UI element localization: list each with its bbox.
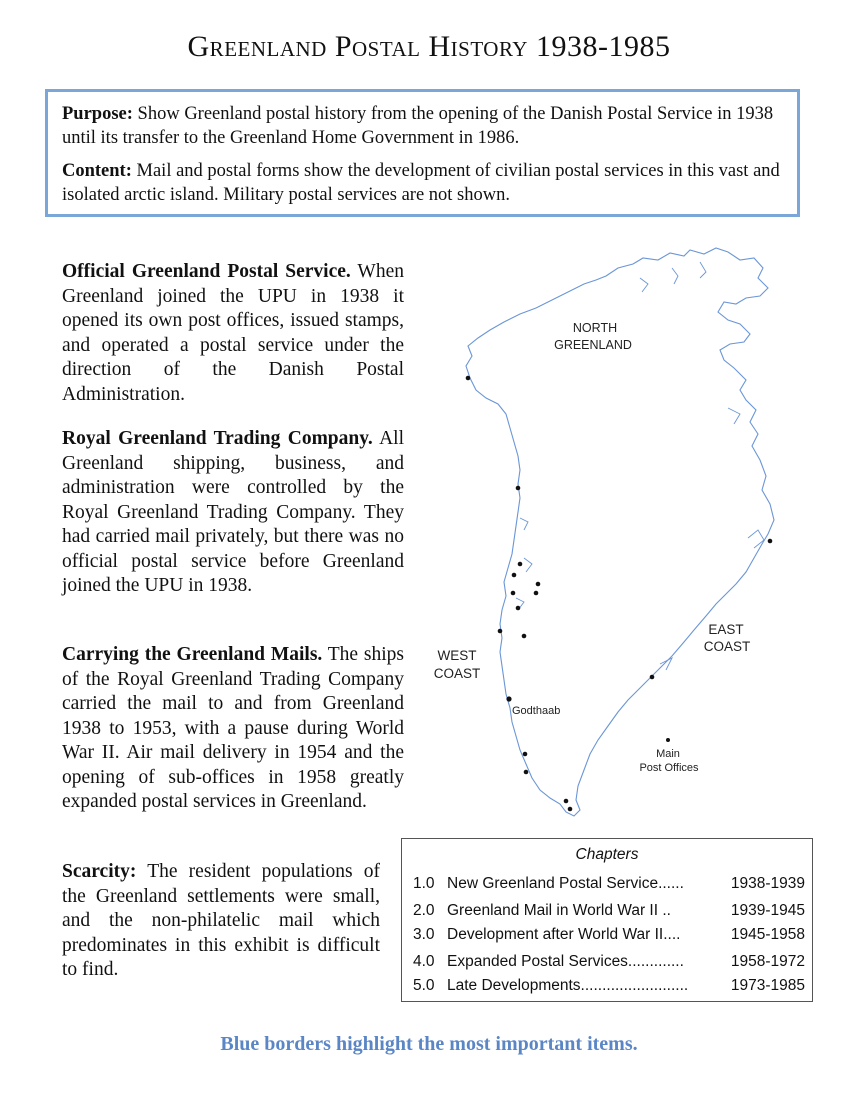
legend-label: Main <box>656 748 680 760</box>
chapter-years: 1973-1985 <box>730 977 805 994</box>
section-royal-trading-company <box>62 427 404 599</box>
post-office-marker <box>564 799 569 804</box>
post-office-marker <box>650 675 655 680</box>
post-office-marker <box>511 591 516 596</box>
content-label: Content: <box>62 161 132 181</box>
chapter-years: 1938-1939 <box>730 875 805 892</box>
west-coast-label: COAST <box>433 666 481 681</box>
chapter-row <box>413 902 805 920</box>
chapter-row <box>413 977 805 995</box>
section-heading: Official Greenland Postal Service. <box>62 261 351 282</box>
post-office-marker <box>536 582 541 587</box>
chapter-row <box>413 875 805 893</box>
purpose-text: Show Greenland postal history from the opening of the Danish Postal Service in 1938 until its transfer to the Greenland Home Government in 1986. <box>62 104 774 148</box>
chapter-years: 1958-1972 <box>730 953 805 970</box>
content-text: Mail and postal forms show the development of civilian postal services in this vast and isolated arctic island. Military postal services are not shown. <box>62 161 780 205</box>
chapter-name: Development after World War II.... <box>447 926 681 943</box>
chapter-name: New Greenland Postal Service...... <box>447 875 684 892</box>
godthaab-label: Godthaab <box>512 705 561 717</box>
section-scarcity <box>62 860 380 983</box>
section-text: The resident populations of the Greenland settlements were small, and the non-philatelic mail which predominates in this exhibit is difficult to find. <box>62 861 380 980</box>
legend-marker <box>666 738 670 742</box>
chapter-number: 2.0 <box>413 902 435 919</box>
section-text: When Greenland joined the UPU in 1938 it opened its own post offices, issued stamps, and operated a postal service under the direction of the Danish Postal Administration. <box>62 261 404 405</box>
east-coast-label: COAST <box>703 639 751 654</box>
chapter-name: Late Developments......................... <box>447 977 689 994</box>
section-heading: Royal Greenland Trading Company. <box>62 428 373 449</box>
post-office-marker <box>534 591 539 596</box>
purpose-label: Purpose: <box>62 104 133 124</box>
post-office-marker <box>523 752 528 757</box>
chapters-box <box>401 838 813 1002</box>
chapter-number: 5.0 <box>413 977 435 994</box>
section-carrying-mails <box>62 643 404 815</box>
post-office-marker <box>498 629 503 634</box>
chapter-row <box>413 926 805 944</box>
chapter-name: Greenland Mail in World War II .. <box>447 902 671 919</box>
section-heading: Scarcity: <box>62 861 137 882</box>
post-office-marker <box>522 634 527 639</box>
greenland-coast-detail <box>516 262 764 670</box>
section-text: The ships of the Royal Greenland Trading Company carried the mail to and from Greenland 1938 to 1953, with a pause during World War II. Air mail delivery in 1954 and the opening of sub-offices in 1958 greatly expanded postal services in Greenland. <box>62 644 404 812</box>
section-text: All Greenland shipping, business, and administration were controlled by the Royal Greenland Trading Company. They had carried mail privately, but there was no official postal service before Greenland joined the UPU in 1938. <box>62 428 404 596</box>
post-office-marker <box>516 486 521 491</box>
chapter-name: Expanded Postal Services............. <box>447 953 684 970</box>
greenland-outline <box>466 248 774 816</box>
chapters-title: Chapters <box>575 846 639 863</box>
greenland-map <box>428 238 808 823</box>
west-coast-label: WEST <box>437 648 477 663</box>
purpose-paragraph <box>62 102 782 150</box>
post-office-marker <box>518 562 523 567</box>
content-paragraph <box>62 159 782 207</box>
north-greenland-label: NORTH <box>572 321 618 335</box>
chapter-row <box>413 953 805 971</box>
legend-label: Post Offices <box>639 762 699 774</box>
chapter-years: 1945-1958 <box>730 926 805 943</box>
godthaab-marker <box>506 696 511 701</box>
chapter-number: 3.0 <box>413 926 435 943</box>
chapter-years: 1939-1945 <box>730 902 805 919</box>
post-office-marker <box>524 770 529 775</box>
section-official-postal-service <box>62 260 404 407</box>
post-office-marker <box>568 807 573 812</box>
post-office-marker <box>512 573 517 578</box>
east-coast-label: EAST <box>708 622 744 637</box>
post-office-marker <box>516 606 521 611</box>
post-office-marker <box>768 539 773 544</box>
footer-note: Blue borders highlight the most important items. <box>220 1033 638 1055</box>
page-title: Greenland Postal History 1938-1985 <box>187 30 671 63</box>
purpose-box <box>45 89 800 217</box>
post-office-marker <box>466 376 471 381</box>
section-heading: Carrying the Greenland Mails. <box>62 644 323 665</box>
chapter-number: 4.0 <box>413 953 435 970</box>
chapter-number: 1.0 <box>413 875 435 892</box>
north-greenland-label: GREENLAND <box>554 338 632 352</box>
